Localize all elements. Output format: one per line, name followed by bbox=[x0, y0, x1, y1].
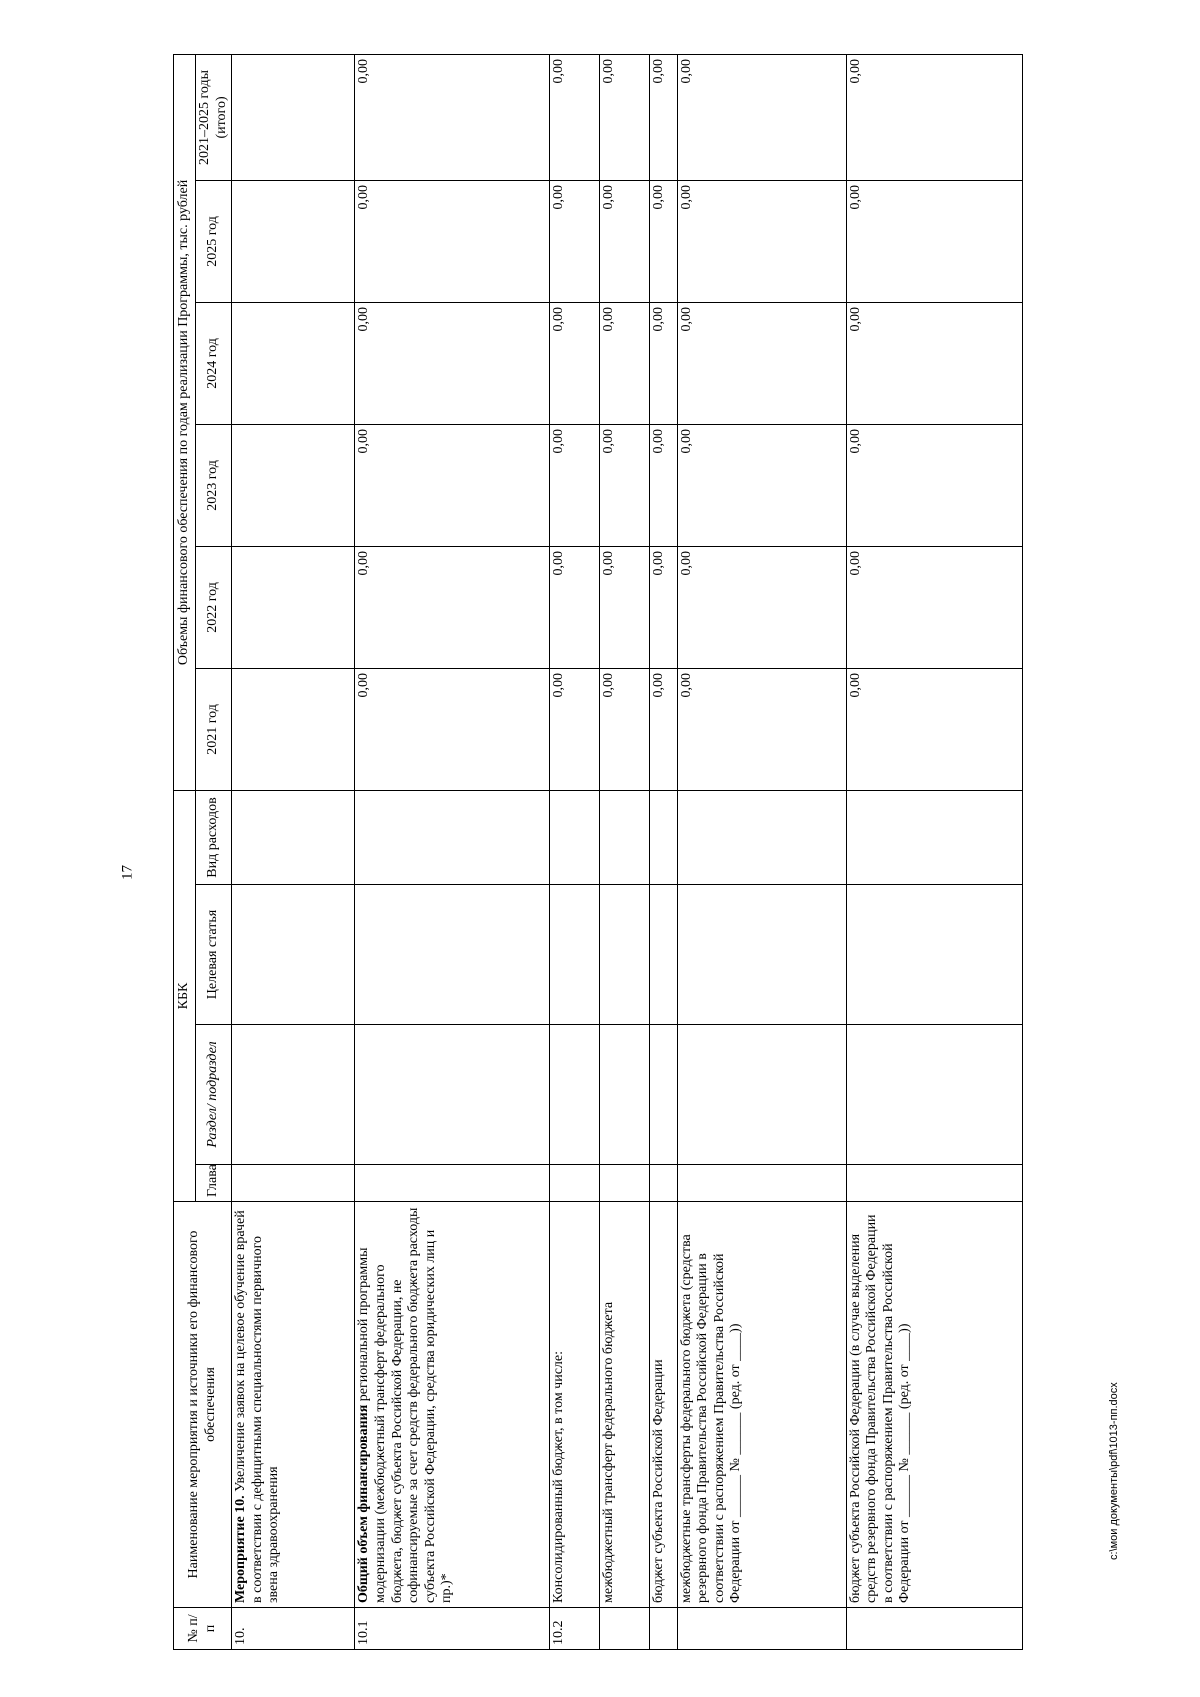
value-2024: 0,00 bbox=[846, 302, 1022, 424]
table-row-10-2 bbox=[549, 54, 599, 1649]
value-2021: 0,00 bbox=[846, 668, 1022, 790]
header-no: № п/п bbox=[174, 1608, 232, 1650]
header-celevaya: Целевая статья bbox=[196, 885, 232, 1025]
row-title-text: региональной программы модернизации (межбюджетный трансферт федерального бюджета, бюджет субъекта Российской Федерации, не софинансируемые за счет средств федерального бюджета расходы субъекта Российской Федерации, средства юридических лиц и пр.)* bbox=[356, 1207, 455, 1603]
row-number: 10.1 bbox=[355, 1608, 549, 1650]
header-2022: 2022 год bbox=[196, 546, 232, 668]
row-title-bold: Мероприятие 10. bbox=[233, 1495, 249, 1603]
value-total: 0,00 bbox=[549, 54, 599, 180]
table-row-10-1 bbox=[355, 54, 549, 1649]
row-number: 10. bbox=[232, 1608, 355, 1650]
header-glava: Глава bbox=[196, 1165, 232, 1202]
value-total: 0,00 bbox=[650, 54, 677, 180]
value-2022: 0,00 bbox=[355, 546, 549, 668]
value-2023: 0,00 bbox=[600, 424, 650, 546]
value-2023: 0,00 bbox=[846, 424, 1022, 546]
row-title: межбюджетные трансферты федерального бюджета (средства резервного фонда Правительства Российской Федерации в соответствии с распоряжением Правительства Российской Федерации от ______ № ______ (ред. от ____)) bbox=[677, 1202, 846, 1608]
value-2021: 0,00 bbox=[650, 668, 677, 790]
header-razdel: Раздел/ подраздел bbox=[196, 1025, 232, 1165]
row-title: бюджет субъекта Российской Федерации (в случае выделения средств резервного фонда Правительства Российской Федерации в соответствии с распоряжением Правительства Российской Федерации от ______ № ______ (ред. от ____)) bbox=[846, 1202, 1022, 1608]
footer-file-path: c:\мои документы\pdf\1013-пп.docx bbox=[1108, 1382, 1120, 1560]
value-total: 0,00 bbox=[846, 54, 1022, 180]
row-number: 10.2 bbox=[549, 1608, 599, 1650]
table-row-10-2-subject-budget bbox=[650, 54, 677, 1649]
table-row-10 bbox=[232, 54, 355, 1649]
row-title bbox=[355, 1202, 549, 1608]
value-2022: 0,00 bbox=[677, 546, 846, 668]
value-2022: 0,00 bbox=[650, 546, 677, 668]
value-2024: 0,00 bbox=[600, 302, 650, 424]
value-total: 0,00 bbox=[600, 54, 650, 180]
table-row-10-2-subject-reserve bbox=[846, 54, 1022, 1649]
row-title-bold: Общий объем финансирования bbox=[356, 1404, 372, 1603]
value-2024: 0,00 bbox=[549, 302, 599, 424]
value-2023: 0,00 bbox=[650, 424, 677, 546]
value-2024: 0,00 bbox=[355, 302, 549, 424]
header-vid: Вид расходов bbox=[196, 790, 232, 884]
value-2024: 0,00 bbox=[650, 302, 677, 424]
value-2021: 0,00 bbox=[600, 668, 650, 790]
value-2022: 0,00 bbox=[846, 546, 1022, 668]
value-2021: 0,00 bbox=[677, 668, 846, 790]
value-2022: 0,00 bbox=[549, 546, 599, 668]
header-2024: 2024 год bbox=[196, 302, 232, 424]
row-title: межбюджетный трансферт федерального бюджета bbox=[600, 1202, 650, 1608]
value-2025: 0,00 bbox=[600, 180, 650, 302]
value-2025: 0,00 bbox=[355, 180, 549, 302]
value-2025: 0,00 bbox=[549, 180, 599, 302]
table-row-10-2-reserve-fund bbox=[677, 54, 846, 1649]
row-title bbox=[232, 1202, 355, 1608]
value-2023: 0,00 bbox=[355, 424, 549, 546]
page-number: 17 bbox=[119, 865, 136, 880]
financing-table bbox=[173, 54, 1023, 1650]
row-title: Консолидированный бюджет, в том числе: bbox=[549, 1202, 599, 1608]
value-total: 0,00 bbox=[677, 54, 846, 180]
value-2022: 0,00 bbox=[600, 546, 650, 668]
value-total: 0,00 bbox=[355, 54, 549, 180]
header-2025: 2025 год bbox=[196, 180, 232, 302]
value-2023: 0,00 bbox=[549, 424, 599, 546]
table-row-10-2-interbudget bbox=[600, 54, 650, 1649]
value-2021: 0,00 bbox=[355, 668, 549, 790]
header-2023: 2023 год bbox=[196, 424, 232, 546]
row-title: бюджет субъекта Российской Федерации bbox=[650, 1202, 677, 1608]
header-volumes: Объемы финансового обеспечения по годам реализации Программы, тыс. рублей bbox=[174, 54, 196, 790]
header-kbk: КБК bbox=[174, 790, 196, 1201]
header-2021: 2021 год bbox=[196, 668, 232, 790]
header-total: 2021–2025 годы (итого) bbox=[196, 54, 232, 180]
value-2024: 0,00 bbox=[677, 302, 846, 424]
value-2025: 0,00 bbox=[846, 180, 1022, 302]
header-name: Наименование мероприятия и источники его финансового обеспечения bbox=[174, 1202, 232, 1608]
row-title-text: Увеличение заявок на целевое обучение врачей в соответствии с дефицитными специальностями первичного звена здравоохранения bbox=[233, 1210, 282, 1603]
value-2023: 0,00 bbox=[677, 424, 846, 546]
value-2021: 0,00 bbox=[549, 668, 599, 790]
financing-table-wrapper bbox=[173, 55, 1023, 1650]
value-2025: 0,00 bbox=[677, 180, 846, 302]
value-2025: 0,00 bbox=[650, 180, 677, 302]
